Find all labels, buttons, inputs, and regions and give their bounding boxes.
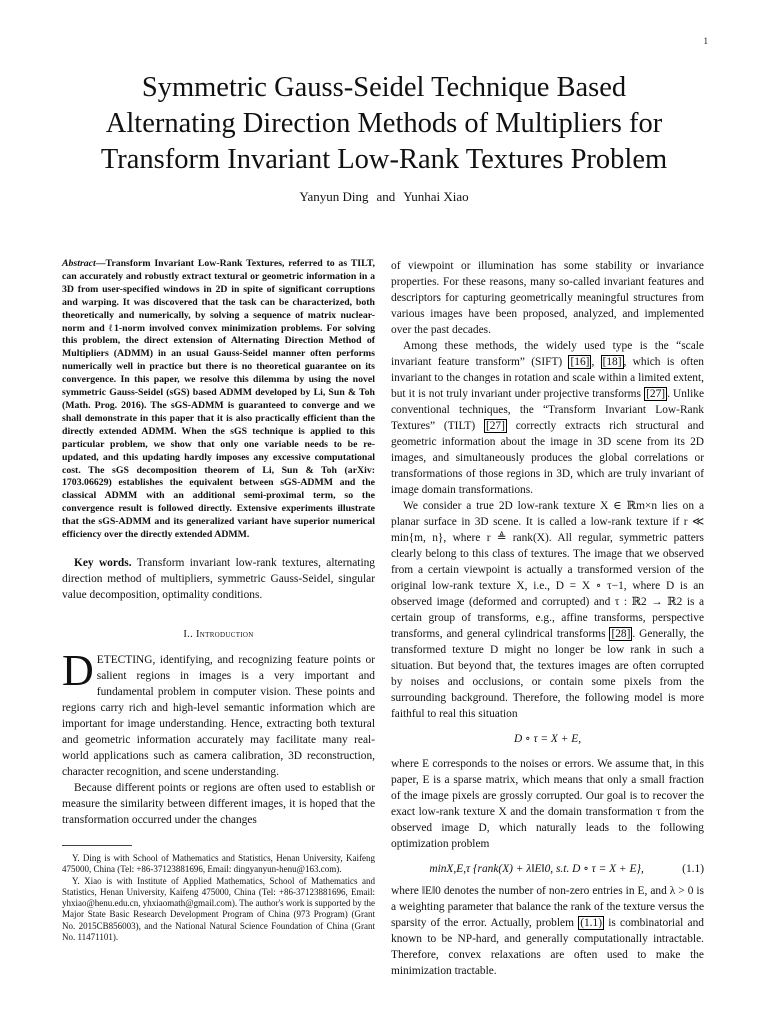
- right-column: [391, 258, 704, 979]
- citation-link-28[interactable]: [28]: [611, 628, 631, 640]
- footnote-2: Y. Xiao is with Institute of Applied Mathematics, School of Mathematics and Statistics, Henan University, Kaifeng 475000, China (Tel: +86-37123881696, Email: yhxiao@henu.edu.cn, yhxiaomath@gmail.com). The author's work is supported by the Major State Basic Research Development Program of China (973 Program) (Grant No. 2015CB856003), and the National Natural Science Foundation of China (Grant No. 11471101).: [62, 875, 375, 943]
- section-title: Introduction: [195, 628, 254, 640]
- p2-text-c: . Unlike conventional techniques, the “Transform Invariant Low-Rank Textures” (TILT): [391, 388, 705, 432]
- right-paragraph-2: Among these methods, the widely used type is the “scale invariant feature transform” (SIFT) [16] , [18] , which is often invariant to the changes in rotation and scale within a limited extent, but it is not truly invariant under projective transforms [27] . Unlike conventional techniques, the “Transform Invariant Low-Rank Textures” (TILT) [27] correctly extracts rich structural and geometric information about the image in 3D scene from its 2D images, and simultaneously produces the global correlations or transformations of those regions in 3D, which are truly invariant of image domain transformations.: [391, 340, 705, 496]
- citation-link-27b[interactable]: [27]: [485, 420, 505, 432]
- p2-text-d: correctly extracts rich structural and geometric information about the image in 3D scene from its 2D images, and simultaneously produces the global correlations or transformations of those regions in 3D, which are truly invariant of image domain transformations.: [391, 420, 704, 496]
- title-line-3: Transform Invariant Low-Rank Textures Problem: [100, 144, 668, 175]
- intro-paragraph-1-text: ETECTING, identifying, and recognizing feature points or salient regions in images is a very important and fundamental problem in computer vision. These points and regions carry rich and high-level semantic information which are important for image understanding. Hence, extracting both textural and geometric information accurately may facilitate many real-world applications such as camera calibration, 3D reconstruction, character recognition, and scene understanding.: [62, 653, 375, 778]
- footnote-1: Y. Ding is with School of Mathematics and Statistics, Henan University, Kaifeng 475000, China (Tel: +86-37123881696, Email: dingyanyun-henu@163.com).: [62, 853, 375, 875]
- abstract: [62, 258, 375, 542]
- p2-text-b: , which is often invariant to the changes in rotation and scale within a limited extent, but it is not truly invariant under projective transforms: [391, 356, 704, 400]
- abstract-text: —Transform Invariant Low-Rank Textures, referred to as TILT, can accurately and robustly extract textural or geometric information in a 3D from user-specified windows in 2D in spite of significant corruptions and warping. It was discovered that the task can be characterized, both theoretically and numerically, by solving a sequence of matrix nuclear-norm and ℓ1-norm involved convex minimization problems. For solving this problem, the direct extension of Alternating Direction Method of Multipliers (ADMM) in an usual Gauss-Seidel manner often performs numerically well in practice but there is no theoretical guarantee on its convergence. In this paper, we resolve this dilemma by using the novel symmetric Gauss-Seidel (sGS) based ADMM developed by Li, Sun & Toh (Math. Prog. 2016). The sGS-ADMM is guaranteed to converge and we shall demonstrate in this paper that it is also practically efficient than the directly extended ADMM. When the sGS technique is applied to this particular problem, we show that only one variable needs to be re-updated, and this updating hardly imposes any excessive computational cost. The sGS decomposition theorem of Li, Sun & Toh (arXiv: 1703.06629) establishes the equivalent between sGS-ADMM and the classical ADMM with an additional semi-proximal term, so the convergence result is followed directly. Extensive experiments illustrate that the sGS-ADMM and its generalized variant have superior numerical efficiency over the directly extended ADMM.: [62, 258, 375, 541]
- keywords-text: Transform invariant low-rank textures, alternating direction method of multipliers, symmetric Gauss-Seidel, singular value decomposition, optimality conditions.: [62, 556, 375, 601]
- left-column: [62, 258, 375, 828]
- equation-model: D ∘ τ = X + E,: [513, 733, 582, 745]
- right-paragraph-3: [391, 498, 704, 722]
- author-2: Yunhai Xiao: [403, 189, 469, 204]
- title-line-2: Alternating Direction Methods of Multipliers for: [105, 108, 663, 139]
- equation-number: (1.1): [682, 863, 704, 875]
- keywords: [62, 555, 375, 603]
- title-line-1: Symmetric Gauss-Seidel Technique Based: [141, 72, 627, 103]
- section-number: I..: [183, 628, 194, 640]
- footnote-rule: [62, 845, 132, 846]
- intro-paragraph-2: Because different points or regions are often used to establish or measure the similarity between different images, it is hoped that the transformation occurred under the changes: [62, 781, 375, 826]
- p3-text-b: . Generally, the transformed texture D might no longer be low rank in such a situation. But beyond that, the textures images are often corrupted by noises and occlusions, or contain some pixels from the surrounding background. Therefore, the following model is more faithful to real this situation: [391, 628, 704, 720]
- right-paragraph-5: [391, 883, 704, 979]
- right-paragraph-4: where E corresponds to the noises or errors. We assume that, in this paper, E is a sparse matrix, which means that only a small fraction of the image pixels are grossly corrupted. Our goal is to recover the exact low-rank texture X and the domain transformation τ from the observed image D, which naturally leads to the following optimization problem: [391, 758, 704, 850]
- equation-ref-link[interactable]: (1.1): [580, 917, 603, 929]
- footnotes: [62, 853, 375, 943]
- p5-text-b: is combinatorial and known to be NP-hard, and generally computationally intractable. Therefore, convex relaxations are often used to make the minimization tractable.: [391, 917, 704, 977]
- keywords-label: Key words.: [74, 556, 132, 569]
- p3-text-a: We consider a true 2D low-rank texture X ∈ ℝm×n lies on a planar surface in 3D scene. It is called a low-rank texture if r ≪ min{m, n}, where r ≜ rank(X). All regular, symmetric patters clearly belong to this class of textures. The image that we observed from a certain viewpoint is actually a transformed version of the original low-rank texture X, i.e., D = X ∘ τ−1, where D is an observed image (deformed and corrupted) and τ : ℝ2 → ℝ2 is a certain group of transforms, e.g., affine transforms, perspective transforms, and general cylindrical transforms: [391, 500, 704, 640]
- equation-1-1: [391, 861, 704, 877]
- author-separator: and: [376, 189, 396, 204]
- abstract-lead: Abstract: [62, 258, 96, 269]
- paper-title: [40, 70, 728, 178]
- equation-1-1-body: minX,E,τ {rank(X) + λ‖E‖0, s.t. D ∘ τ = X + E},: [429, 863, 644, 875]
- authors: [0, 189, 768, 205]
- right-paragraph-1: of viewpoint or illumination has some stability or invariance properties. For these reasons, many so-called invariant features and descriptors for capturing geometrically meaningful structures from various images have been proposed, analyzed, and implemented over the past decades.: [391, 260, 704, 336]
- p5-text-a: where ‖E‖0 denotes the number of non-zero entries in E, and λ > 0 is a weighting parameter that balance the rank of the texture versus the sparsity of the error. Actually, problem: [391, 885, 704, 929]
- intro-paragraph-1: [62, 645, 375, 780]
- citation-link-27a[interactable]: [27]: [646, 388, 666, 400]
- citation-link-18[interactable]: [18]: [602, 356, 622, 368]
- drop-cap: D: [62, 645, 94, 695]
- author-1: Yanyun Ding: [299, 189, 369, 204]
- section-heading: [62, 627, 375, 643]
- page-number: 1: [703, 36, 708, 46]
- citation-link-16[interactable]: [16]: [570, 356, 590, 368]
- p2-text-a: Among these methods, the widely used type is the “scale invariant feature transform” (SIFT): [391, 340, 704, 368]
